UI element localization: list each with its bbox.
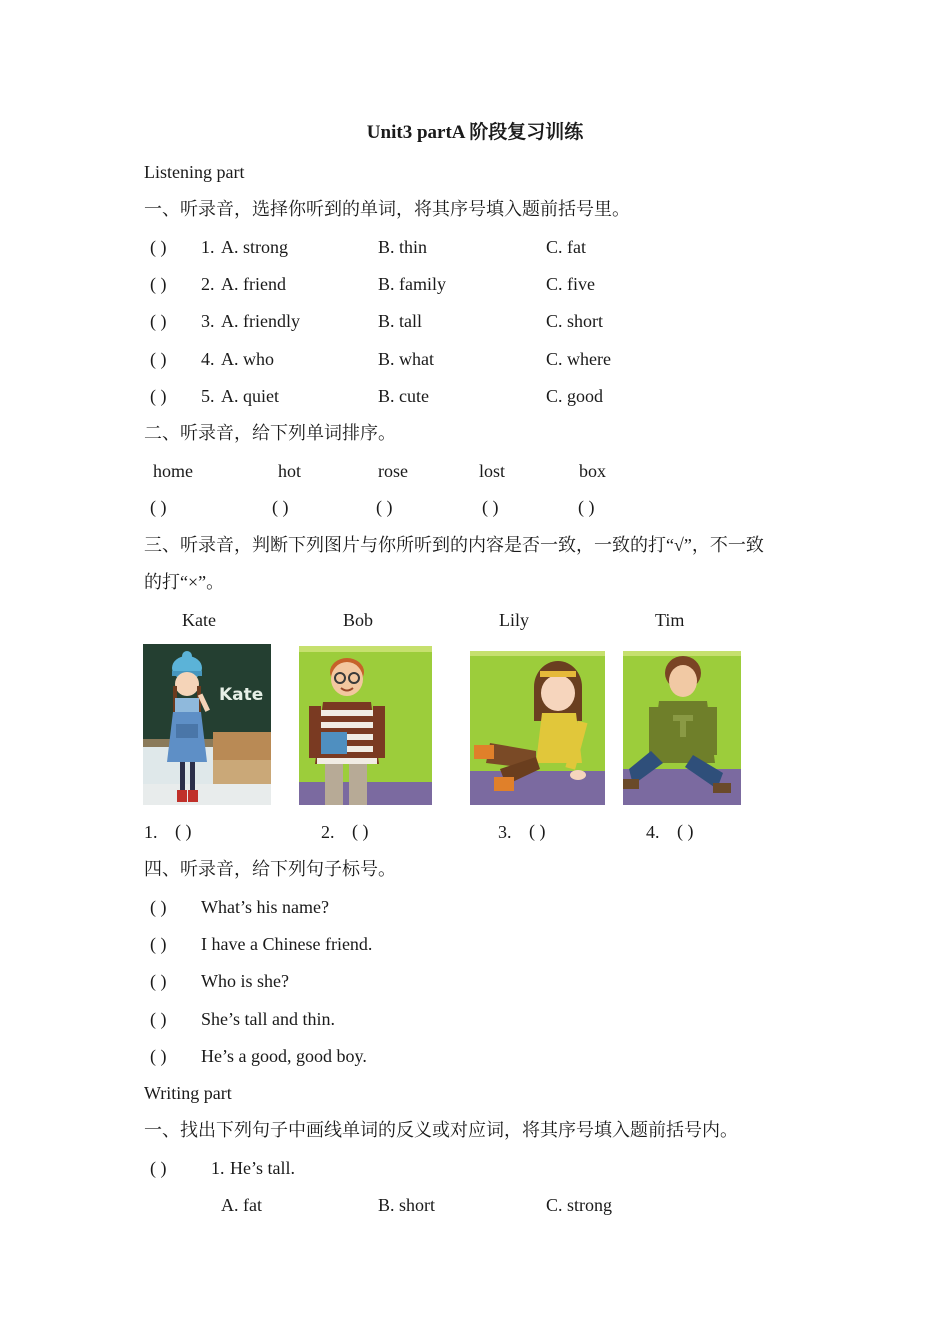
- option-a: A. who: [221, 349, 274, 369]
- sentence-paren[interactable]: ( ): [150, 971, 167, 991]
- judge-paren[interactable]: ( ): [352, 821, 369, 841]
- sentence: She’s tall and thin.: [201, 1009, 335, 1029]
- order-paren[interactable]: ( ): [376, 497, 393, 517]
- order-paren[interactable]: ( ): [482, 497, 499, 517]
- option-a: A. friend: [221, 274, 286, 294]
- option-b: B. tall: [378, 311, 422, 331]
- option-b: B. short: [378, 1195, 436, 1215]
- option-c: C. where: [546, 349, 611, 369]
- listening-sec3-instruction-cont: 的打“×”。: [144, 572, 225, 592]
- answer-paren[interactable]: ( ): [150, 311, 167, 331]
- listening-sec2-instruction: 二、听录音，给下列单词排序。: [144, 423, 396, 443]
- tim-picture: [623, 651, 741, 805]
- sentence-paren[interactable]: ( ): [150, 1009, 167, 1029]
- writing-heading: Writing part: [144, 1083, 232, 1103]
- order-paren[interactable]: ( ): [272, 497, 289, 517]
- sentence: What’s his name?: [201, 897, 329, 917]
- option-b: B. thin: [378, 237, 428, 257]
- sentence: I have a Chinese friend.: [201, 934, 373, 954]
- answer-paren[interactable]: ( ): [150, 386, 167, 406]
- lily-picture: [470, 651, 605, 805]
- option-b: B. family: [378, 274, 446, 294]
- option-c: C. fat: [546, 237, 586, 257]
- listening-heading: Listening part: [144, 162, 245, 182]
- judge-paren[interactable]: ( ): [529, 821, 546, 841]
- answer-paren[interactable]: ( ): [150, 1158, 167, 1178]
- option-b: B. what: [378, 349, 434, 369]
- page-title: Unit3 partA 阶段复习训练: [366, 122, 584, 143]
- listening-sec4-instruction: 四、听录音，给下列句子标号。: [144, 859, 396, 879]
- question-number: 1.: [201, 237, 215, 257]
- bob-picture: [299, 646, 432, 805]
- order-paren[interactable]: ( ): [578, 497, 595, 517]
- option-c: C. five: [546, 274, 595, 294]
- order-paren[interactable]: ( ): [150, 497, 167, 517]
- sentence: He’s a good, good boy.: [201, 1046, 367, 1066]
- answer-paren[interactable]: ( ): [150, 349, 167, 369]
- option-c: C. good: [546, 386, 604, 406]
- word-home: home: [153, 461, 193, 481]
- name-kate: Kate: [182, 610, 216, 630]
- picture-number: 3.: [498, 822, 512, 842]
- sentence-paren[interactable]: ( ): [150, 934, 167, 954]
- picture-number: 2.: [321, 822, 335, 842]
- question-number: 4.: [201, 349, 215, 369]
- picture-number: 4.: [646, 822, 660, 842]
- question-sentence: He’s tall.: [230, 1158, 295, 1178]
- sentence: Who is she?: [201, 971, 289, 991]
- answer-paren[interactable]: ( ): [150, 237, 167, 257]
- name-lily: Lily: [499, 610, 529, 630]
- word-rose: rose: [378, 461, 408, 481]
- option-a: A. fat: [221, 1195, 262, 1215]
- answer-paren[interactable]: ( ): [150, 274, 167, 294]
- word-box: box: [579, 461, 606, 481]
- sentence-paren[interactable]: ( ): [150, 1046, 167, 1066]
- kate-picture: [143, 644, 271, 805]
- option-a: A. friendly: [221, 311, 300, 331]
- option-c: C. strong: [546, 1195, 613, 1215]
- option-b: B. cute: [378, 386, 429, 406]
- word-hot: hot: [278, 461, 302, 481]
- question-number: 3.: [201, 311, 215, 331]
- writing-sec1-instruction: 一、找出下列句子中画线单词的反义或对应词，将其序号填入题前括号内。: [144, 1120, 738, 1140]
- option-a: A. strong: [221, 237, 288, 257]
- listening-sec3-instruction: 三、听录音，判断下列图片与你所听到的内容是否一致，一致的打“√”，不一致: [144, 535, 764, 555]
- option-c: C. short: [546, 311, 604, 331]
- name-bob: Bob: [343, 610, 374, 630]
- sentence-paren[interactable]: ( ): [150, 897, 167, 917]
- judge-paren[interactable]: ( ): [677, 821, 694, 841]
- listening-sec1-instruction: 一、听录音，选择你听到的单词，将其序号填入题前括号里。: [144, 199, 630, 219]
- option-a: A. quiet: [221, 386, 279, 406]
- question-number: 2.: [201, 274, 215, 294]
- question-number: 1.: [211, 1158, 225, 1178]
- kate-chalkboard-label: Kate: [219, 685, 264, 705]
- picture-number: 1.: [144, 822, 158, 842]
- question-number: 5.: [201, 386, 215, 406]
- name-tim: Tim: [655, 610, 685, 630]
- word-lost: lost: [479, 461, 506, 481]
- judge-paren[interactable]: ( ): [175, 821, 192, 841]
